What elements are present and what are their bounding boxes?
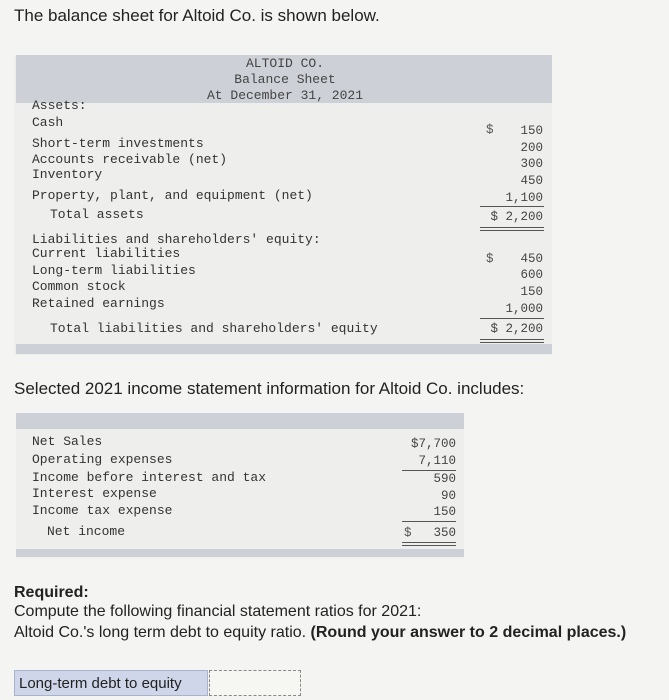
currency-symbol: $: [404, 526, 412, 540]
asset-value: 450: [520, 174, 543, 188]
asset-label: Inventory: [32, 167, 103, 182]
income-label: Income tax expense: [32, 503, 173, 518]
income-statement-header: [16, 413, 464, 429]
double-rule: [480, 342, 544, 343]
total-liabilities-label: Total liabilities and shareholders' equity: [50, 321, 378, 336]
asset-label: Cash: [32, 115, 64, 130]
asset-label: Accounts receivable (net): [32, 152, 228, 167]
income-label: Operating expenses: [32, 452, 173, 467]
asset-value: 300: [520, 157, 543, 171]
statement-date: At December 31, 2021: [206, 88, 364, 103]
income-label: Interest expense: [32, 486, 157, 501]
liability-label: Long-term liabilities: [32, 263, 196, 278]
intro-text: The balance sheet for Altoid Co. is shown below.: [14, 6, 380, 25]
liability-value: 1,000: [505, 302, 543, 316]
income-value: 90: [440, 489, 456, 503]
net-income-value: 350: [433, 526, 456, 540]
statement-title: Balance Sheet: [234, 72, 336, 87]
liability-value: 450: [520, 252, 543, 266]
double-rule: [402, 542, 456, 543]
income-intro-text: Selected 2021 income statement information for Altoid Co. includes:: [14, 379, 525, 398]
question-text: Altoid Co.'s long term debt to equity ratio.: [14, 624, 307, 641]
double-rule: [480, 230, 544, 231]
total-assets-value: $ 2,200: [490, 210, 543, 224]
asset-value: 1,100: [505, 191, 543, 205]
income-value: $7,700: [410, 437, 456, 451]
subtotal-rule: [402, 470, 456, 471]
answer-label: Long-term debt to equity: [14, 670, 208, 696]
asset-value: 150: [520, 124, 543, 138]
double-rule: [480, 339, 544, 340]
rounding-note: (Round your answer to 2 decimal places.): [310, 624, 627, 641]
answer-input[interactable]: [209, 670, 301, 696]
income-label: Net Sales: [32, 434, 103, 449]
liability-label: Current liabilities: [32, 246, 181, 261]
income-value: 590: [433, 472, 456, 486]
liability-value: 150: [520, 285, 543, 299]
income-value: 7,110: [418, 454, 456, 468]
required-question: [14, 624, 626, 642]
income-label: Income before interest and tax: [32, 470, 267, 485]
currency-symbol: $: [486, 123, 494, 137]
subtotal-rule: [480, 206, 544, 207]
income-statement-footer: [16, 549, 464, 557]
subtotal-rule: [480, 318, 544, 319]
assets-heading: Assets:: [32, 98, 87, 113]
balance-sheet-footer: [16, 344, 552, 354]
total-liabilities-value: $ 2,200: [490, 322, 543, 336]
net-income-label: Net income: [47, 524, 126, 539]
liability-label: Retained earnings: [32, 296, 165, 311]
income-value: 150: [433, 505, 456, 519]
asset-label: Short-term investments: [32, 136, 204, 151]
total-assets-label: Total assets: [50, 207, 144, 222]
currency-symbol: $: [486, 252, 494, 266]
liabilities-heading: Liabilities and shareholders' equity:: [32, 232, 321, 247]
double-rule: [402, 545, 456, 546]
required-instruction: Compute the following financial statement ratios for 2021:: [14, 603, 422, 620]
double-rule: [480, 227, 544, 228]
company-name: ALTOID CO.: [245, 56, 324, 71]
liability-value: 600: [520, 268, 543, 282]
subtotal-rule: [402, 521, 456, 522]
liability-label: Common stock: [32, 279, 126, 294]
required-heading: Required:: [14, 584, 89, 601]
asset-label: Property, plant, and equipment (net): [32, 188, 313, 203]
asset-value: 200: [520, 141, 543, 155]
